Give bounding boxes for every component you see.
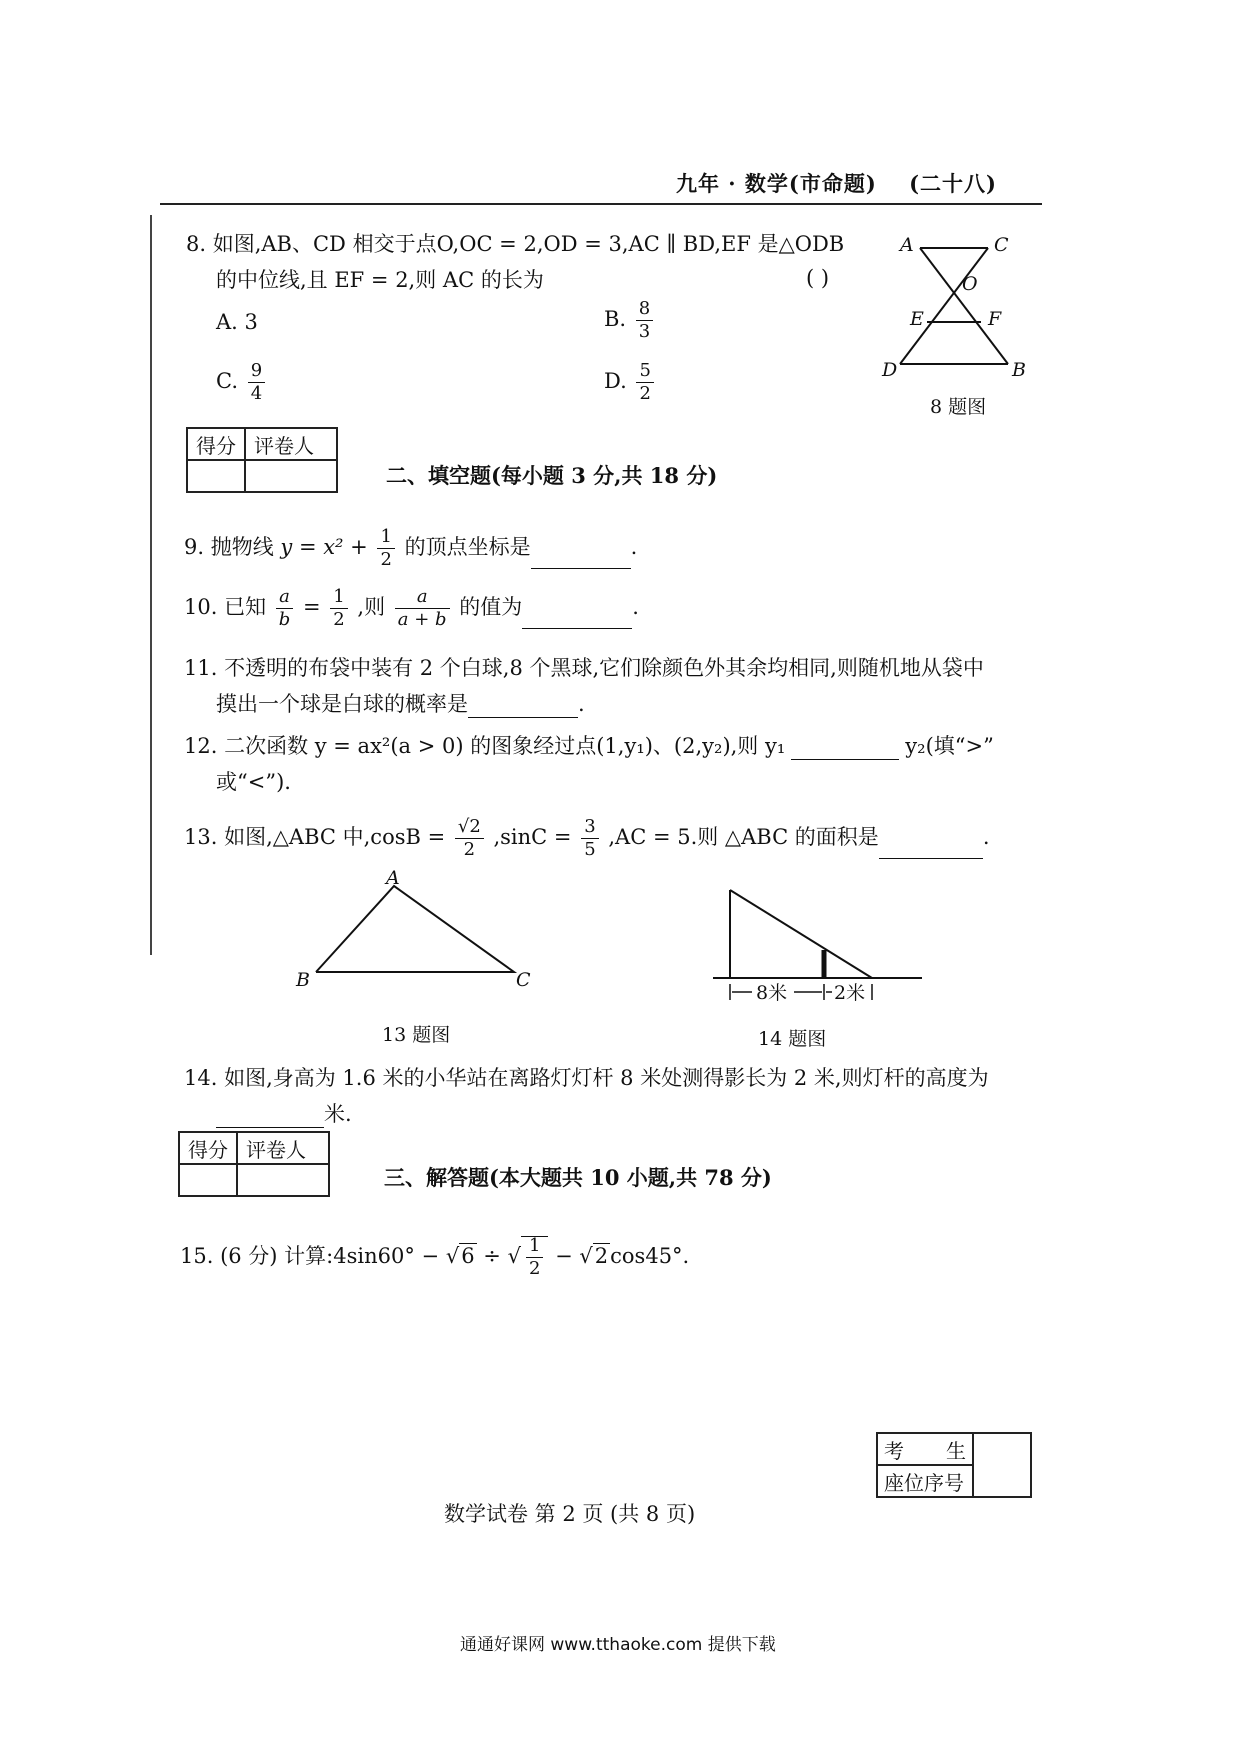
q14-figure: [710, 880, 930, 1010]
q8-answer-paren: ( ): [806, 266, 830, 290]
q11-line2: 摸出一个球是白球的概率是 .: [216, 692, 585, 716]
q13-answer-blank[interactable]: [879, 858, 983, 859]
q8-caption: 8 题图: [930, 396, 987, 418]
q8-option-a: A. 3: [216, 310, 258, 334]
score-cell[interactable]: [187, 460, 245, 492]
q14-caption: 14 题图: [758, 1028, 827, 1050]
grader-label: 评卷人: [245, 428, 337, 460]
q8-option-d: D. $\frac{5}{2}$: [604, 362, 657, 403]
q9: 9. 抛物线 y = x² + $\frac{1}{2}$ 的顶点坐标是 .: [184, 526, 638, 570]
seat-label-top: 考 生: [877, 1433, 973, 1465]
grader-cell[interactable]: [245, 460, 337, 492]
section2-title: 二、填空题(每小题 3 分,共 18 分): [386, 463, 718, 488]
download-credit: 通通好课网 www.tthaoke.com 提供下载: [460, 1635, 776, 1655]
page-header: [676, 168, 997, 198]
q11-answer-blank[interactable]: [468, 717, 578, 718]
label-e: E: [910, 308, 924, 330]
score-box-section2: [186, 427, 338, 493]
label-c: C: [516, 969, 531, 991]
q9-answer-blank[interactable]: [531, 568, 631, 569]
q14-line1: 14. 如图,身高为 1.6 米的小华站在离路灯灯杆 8 米处测得影长为 2 米,则灯杆的高度为: [184, 1066, 989, 1090]
seat-label-bottom: 座位序号: [877, 1465, 973, 1497]
seat-number-box: [876, 1432, 1032, 1498]
label-o: O: [962, 273, 978, 295]
grader-cell[interactable]: [237, 1164, 329, 1196]
label-b: B: [296, 969, 310, 991]
label-c: C: [994, 234, 1009, 256]
q10-answer-blank[interactable]: [522, 628, 632, 629]
label-b: B: [1012, 359, 1026, 380]
grader-label: 评卷人: [237, 1132, 329, 1164]
q11-line1: 11. 不透明的布袋中装有 2 个白球,8 个黑球,它们除颜色外其余均相同,则随机地从袋中: [184, 656, 984, 680]
label-d: D: [882, 359, 898, 380]
q8-figure: [870, 230, 1050, 380]
q8-line2: 的中位线,且 EF = 2,则 AC 的长为: [216, 268, 544, 292]
score-label: 得分: [179, 1132, 237, 1164]
score-cell[interactable]: [179, 1164, 237, 1196]
q13-caption: 13 题图: [382, 1024, 451, 1046]
triangle-abc: [316, 886, 514, 972]
light-ray: [730, 890, 872, 978]
label-a: A: [900, 234, 914, 256]
q13-figure: [290, 868, 550, 998]
q10: 10. 已知 $\frac{a}{b}$ = $\frac{1}{2}$ ,则 $\frac{a}{a + b}$ 的值为 .: [184, 586, 639, 630]
label-a: A: [386, 868, 400, 889]
segment-cd: [900, 248, 988, 364]
seat-number-cell[interactable]: [973, 1433, 1031, 1497]
score-label: 得分: [187, 428, 245, 460]
section3-title: 三、解答题(本大题共 10 小题,共 78 分): [384, 1165, 772, 1190]
q15: 15. (6 分) 计算:4sin60° − √6 ÷ √ $\frac{1}{2}$ − √2cos45°.: [180, 1235, 690, 1279]
q8-option-b: B. $\frac{8}{3}$: [604, 300, 656, 341]
shadow-label: 2米: [834, 982, 866, 1004]
score-box-section3: [178, 1131, 330, 1197]
margin-rule: [150, 215, 152, 955]
header-rule: [160, 203, 1042, 205]
q14-line2: 米.: [216, 1098, 352, 1128]
label-f: F: [988, 308, 1002, 330]
page-footer: 数学试卷 第 2 页 (共 8 页): [444, 1502, 696, 1526]
q12-line1: 12. 二次函数 y = ax²(a > 0) 的图象经过点(1,y₁)、(2,y₂),则 y₁ y₂(填“>”: [184, 734, 994, 758]
header-number: (二十八): [909, 171, 997, 196]
q13: 13. 如图,△ABC 中,cosB = $\frac{√2}{2}$ ,sinC = $\frac{3}{5}$ ,AC = 5.则 △ABC 的面积是 .: [184, 816, 990, 860]
segment-ab: [920, 248, 1008, 364]
q12-answer-blank[interactable]: [791, 759, 899, 760]
header-title: 九年 · 数学(市命题): [676, 171, 877, 196]
q8-line1: 8. 如图,AB、CD 相交于点O,OC = 2,OD = 3,AC ∥ BD,EF 是△ODB: [186, 232, 845, 256]
q12-line2: 或“<”).: [216, 770, 291, 794]
q14-answer-blank[interactable]: [216, 1127, 324, 1128]
distance-label: 8米: [756, 982, 788, 1004]
q8-option-c: C. $\frac{9}{4}$: [216, 362, 268, 403]
